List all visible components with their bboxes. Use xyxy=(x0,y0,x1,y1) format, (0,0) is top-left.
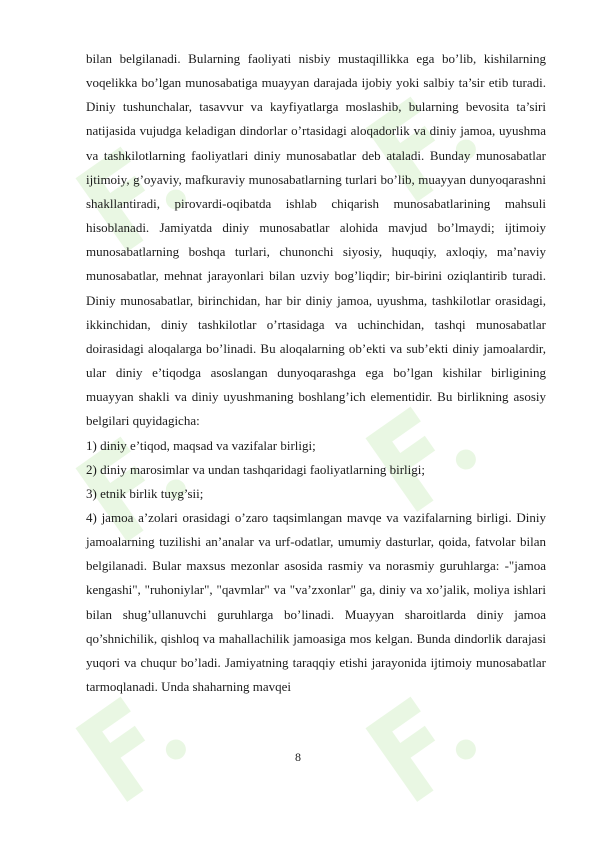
paragraph: bilan belgilanadi. Bularning faoliyati nisbiy mustaqillikka ega bo’lib, kishilarning voqelikka bo’lgan munosabatiga muayyan darajada ijobiy yoki salbiy ta’sir etib turadi. Diniy tushunchalar, tasavvur va kayfiyatlarga moslashib, bularning bevosita ta’siri natijasida vujudga keladigan dindorlar o’rtasidagi aloqadorlik va diniy jamoa, uyushma va tashkilotlarning faoliyatlari diniy munosabatlar deb ataladi. Bunday munosabatlar ijtimoiy, g’oyaviy, mafkuraviy munosabatlarning turlari bo’lib, muayyan dunyoqarashni shakllantiradi, pirovardi-oqibatda ishlab chiqarish munosabatlarining mahsuli hisoblanadi. Jamiyatda diniy munosabatlar alohida mavjud bo’lmaydi; ijtimoiy munosabatlarning boshqa turlari, chunonchi siyosiy, huquqiy, axloqiy, ma’naviy munosabatlar, mehnat jarayonlari bilan uzviy bog’liqdir; bir-birini oziqlantirib turadi. Diniy munosabatlar, birinchidan, har bir diniy jamoa, uyushma, tashkilotlar orasidagi, ikkinchidan, diniy tashkilotlar o’rtasidaga va uchinchidan, tashqi munosabatlar doirasidagi aloqalarga bo’linadi. Bu aloqalarning ob’ekti va sub’ekti diniy jamoalardir, ular diniy e’tiqodga asoslangan dunyoqarashga ega bo’lgan kishilar birligining muayyan shakli va diniy uyushmaning boshlang’ich elementidir. Bu birlikning asosiy belgilari quyidagicha: xyxy=(86,51,546,429)
page-number: 8 xyxy=(295,750,301,764)
list-item: 4) jamoa a’zolari orasidagi o’zaro taqsimlangan mavqe va vazifalarning birligi. Diniy jamoalarning tuzilishi an’analar va urf-odatlar, umumiy dasturlar, qoida, fatvolar bilan belgilanadi. Bular maxsus mezonlar asosida rasmiy va norasmiy guruhlarga: -"jamoa kengashi", "ruhoniylar", "qavmlar" va "va’zxonlar" ga, diniy va xo’jalik, moliya ishlari bilan shug’ullanuvchi guruhlarga bo’linadi. Muayyan sharoitlarda diniy jamoa qo’shnichilik, qishloq va mahallachilik jamoasiga mos kelgan. Bunda dindorlik darajasi yuqori va chuqur bo’ladi. Jamiyatning taraqqiy etishi jarayonida ijtimoiy munosabatlar tarmoqlanadi. Unda shaharning mavqei xyxy=(86,509,546,695)
list-item: 2) diniy marosimlar va undan tashqaridagi faoliyatlarning birligi; xyxy=(86,461,425,477)
body-text xyxy=(86,47,546,699)
watermark-logo-icon xyxy=(70,680,190,810)
watermark-logo-icon xyxy=(360,680,480,810)
list-item: 1) diniy e’tiqod, maqsad va vazifalar birligi; xyxy=(86,437,316,453)
list-item: 3) etnik birlik tuyg’sii; xyxy=(86,485,204,501)
